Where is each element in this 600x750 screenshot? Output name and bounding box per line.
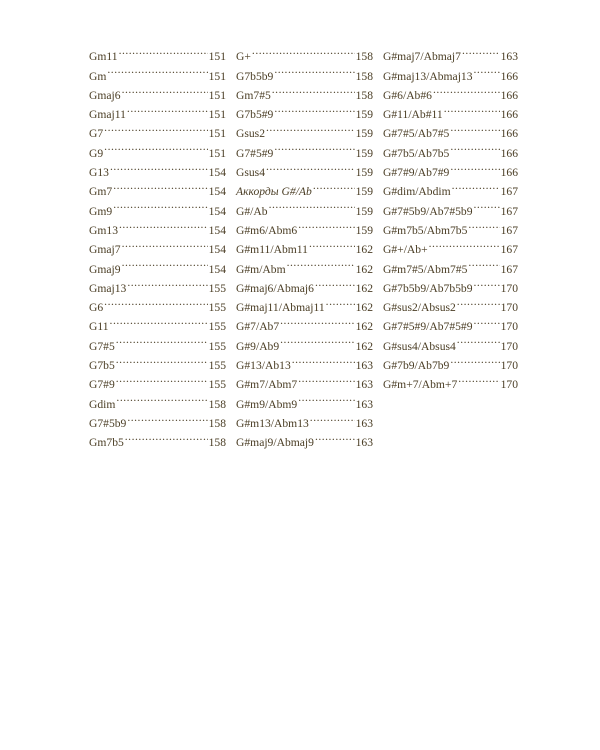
toc-entry-title: Gm7#5: [236, 88, 271, 102]
toc-entry-page-number: 154: [208, 166, 226, 180]
toc-dot-leader: [116, 388, 207, 407]
toc-dot-leader: [287, 253, 355, 272]
toc-entry-page-number: 155: [208, 378, 226, 392]
toc-entry: [89, 80, 226, 102]
toc-entry-page-number: 162: [355, 281, 373, 295]
toc-entry: [89, 311, 226, 334]
toc-dot-leader: [127, 408, 207, 427]
toc-entry-title: G#maj7/Abmaj7: [383, 50, 461, 64]
toc-entry-page-number: 163: [355, 436, 373, 450]
toc-entry-page-number: 170: [500, 339, 518, 353]
toc-dot-leader: [468, 215, 499, 234]
toc-entry-page-number: 170: [500, 320, 518, 334]
toc-dot-leader: [122, 234, 208, 253]
toc-entry-title: G7b5#9: [236, 108, 274, 122]
toc-entry-title: G#maj6/Abmaj6: [236, 281, 314, 295]
toc-dot-leader: [119, 215, 208, 234]
toc-entry-page-number: 151: [208, 88, 226, 102]
toc-entry-title: G#6/Ab#6: [383, 88, 432, 102]
toc-entry-title: Gm7: [89, 185, 113, 199]
toc-entry-title: Gsus4: [236, 166, 265, 180]
toc-entry-page-number: 154: [208, 243, 226, 257]
toc-dot-leader: [298, 215, 354, 234]
toc-entry-page-number: 167: [500, 243, 518, 257]
toc-dot-leader: [107, 60, 207, 79]
toc-entry-title: Gm11: [89, 50, 118, 64]
toc-entry-page-number: 155: [208, 281, 226, 295]
toc-entry-title: G#11/Ab#11: [383, 108, 443, 122]
toc-entry-title: Gm9: [89, 204, 113, 218]
toc-entry-page-number: 162: [355, 262, 373, 276]
toc-entry-page-number: 170: [500, 378, 518, 392]
toc-entry-title: G#sus2/Absus2: [383, 301, 456, 315]
toc-entry-page-number: 166: [500, 88, 518, 102]
toc-dot-leader: [266, 157, 355, 176]
toc-entry-page-number: 166: [500, 166, 518, 180]
toc-entry-title: G#7b9/Ab7b9: [383, 359, 450, 373]
toc-dot-leader: [280, 330, 354, 349]
toc-entry-page-number: 167: [500, 185, 518, 199]
toc-entry-title: G#7b5b9/Ab7b5b9: [383, 281, 473, 295]
toc-entry-page-number: 163: [355, 397, 373, 411]
toc-entry-page-number: 166: [500, 127, 518, 141]
toc-entry-page-number: 151: [208, 108, 226, 122]
toc-entry-page-number: 151: [208, 127, 226, 141]
toc-entry-title: G#m/Abm: [236, 262, 286, 276]
toc-entry-page-number: 159: [355, 108, 373, 122]
toc-dot-leader: [122, 80, 208, 99]
toc-entry-page-number: 154: [208, 204, 226, 218]
toc-entry-page-number: 163: [355, 378, 373, 392]
toc-entry: [89, 157, 226, 180]
toc-entry-page-number: 166: [500, 69, 518, 83]
toc-entry-title: G7#5b9: [89, 416, 127, 430]
toc-entry-page-number: 154: [208, 262, 226, 276]
toc-dot-leader: [458, 369, 499, 388]
toc-entry-title: G#/Ab: [236, 204, 268, 218]
toc-dot-leader: [313, 176, 355, 195]
toc-entry-title: G#7/Ab7: [236, 320, 280, 334]
toc-entry-page-number: 154: [208, 223, 226, 237]
toc-dot-leader: [450, 137, 499, 156]
toc-entry-page-number: 155: [208, 301, 226, 315]
toc-entry-title: G7: [89, 127, 104, 141]
toc-entry: [89, 118, 226, 141]
toc-entry-page-number: 158: [208, 436, 226, 450]
toc-dot-leader: [292, 350, 355, 369]
toc-dot-leader: [266, 118, 355, 137]
toc-entry-title: G#9/Ab9: [236, 339, 280, 353]
toc-dot-leader: [116, 369, 208, 388]
toc-entry-page-number: 167: [500, 204, 518, 218]
toc-dot-leader: [280, 311, 354, 330]
toc-dot-leader: [433, 80, 500, 99]
toc-entry-title: G#m6/Abm6: [236, 223, 298, 237]
toc-entry-page-number: 159: [355, 204, 373, 218]
toc-entry-page-number: 158: [355, 50, 373, 64]
toc-dot-leader: [315, 427, 355, 446]
toc-entry-page-number: 158: [208, 397, 226, 411]
toc-entry-title: Gmaj11: [89, 108, 126, 122]
toc-entry-title: Аккорды G#/Ab: [236, 185, 312, 199]
toc-entry-page-number: 151: [208, 50, 226, 64]
toc-entry-title: Gmaj7: [89, 243, 121, 257]
toc-entry-title: G#13/Ab13: [236, 359, 291, 373]
toc-dot-leader: [110, 157, 208, 176]
toc-entry-page-number: 163: [355, 359, 373, 373]
toc-entry-page-number: 167: [500, 223, 518, 237]
toc-dot-leader: [274, 99, 354, 118]
toc-entry: [89, 60, 226, 83]
toc-entry-page-number: 159: [355, 146, 373, 160]
toc-entry-page-number: 170: [500, 359, 518, 373]
toc-dot-leader: [113, 176, 207, 195]
toc-dot-leader: [315, 273, 355, 292]
toc-dot-leader: [127, 99, 208, 118]
toc-entry-page-number: 166: [500, 108, 518, 122]
toc-entry-title: G#m13/Abm13: [236, 416, 309, 430]
toc-entry-title: G7#9: [89, 378, 115, 392]
toc-dot-leader: [298, 369, 354, 388]
toc-entry-page-number: 155: [208, 359, 226, 373]
toc-dot-leader: [113, 195, 207, 214]
toc-column-1: [89, 41, 226, 450]
toc-entry-page-number: 170: [500, 301, 518, 315]
toc-entry-title: Gmaj9: [89, 262, 121, 276]
toc-entry-title: G#dim/Abdim: [383, 185, 451, 199]
toc-entry: [89, 41, 226, 64]
toc-dot-leader: [468, 253, 499, 272]
toc-dot-leader: [274, 137, 354, 156]
toc-dot-leader: [119, 41, 208, 60]
toc-dot-leader: [274, 60, 354, 79]
toc-dot-leader: [444, 99, 500, 118]
toc-entry: [236, 60, 373, 83]
toc-entry-title: G+: [236, 50, 251, 64]
toc-entry-title: G#sus4/Absus4: [383, 339, 456, 353]
toc-entry: [89, 292, 226, 315]
toc-entry-title: Gdim: [89, 397, 116, 411]
toc-entry-page-number: 166: [500, 146, 518, 160]
toc-entry-title: G9: [89, 146, 104, 160]
toc-entry-title: G7#5: [89, 339, 115, 353]
toc-entry-page-number: 158: [208, 416, 226, 430]
toc-entry-title: G#m11/Abm11: [236, 243, 308, 257]
toc-entry-title: G#maj9/Abmaj9: [236, 436, 314, 450]
toc-entry-title: Gmaj6: [89, 88, 121, 102]
toc-entry-title: G#m7/Abm7: [236, 378, 298, 392]
toc-entry-title: Gsus2: [236, 127, 265, 141]
toc-entry-title: G#m7#5/Abm7#5: [383, 262, 468, 276]
toc-dot-leader: [104, 137, 207, 156]
toc-dot-leader: [110, 311, 208, 330]
toc-entry-page-number: 155: [208, 320, 226, 334]
toc-dot-leader: [474, 60, 500, 79]
toc-entry-page-number: 154: [208, 185, 226, 199]
toc-entry-title: G7#5#9: [236, 146, 274, 160]
toc-dot-leader: [450, 157, 499, 176]
toc-entry-title: G#maj13/Abmaj13: [383, 69, 473, 83]
toc-entry: [89, 137, 226, 160]
toc-entry-title: G11: [89, 320, 109, 334]
toc-entry-title: G#m9/Abm9: [236, 397, 298, 411]
toc-entry-page-number: 159: [355, 166, 373, 180]
toc-entry-page-number: 159: [355, 185, 373, 199]
toc-dot-leader: [252, 41, 355, 60]
toc-entry-page-number: 151: [208, 146, 226, 160]
toc-entry-page-number: 159: [355, 223, 373, 237]
toc-column-3: [383, 41, 518, 392]
toc-dot-leader: [104, 292, 207, 311]
toc-dot-leader: [450, 350, 499, 369]
toc-dot-leader: [116, 350, 208, 369]
toc-dot-leader: [462, 41, 500, 60]
toc-entry-page-number: 163: [355, 416, 373, 430]
toc-entry-title: Gm13: [89, 223, 118, 237]
toc-entry-title: Gmaj13: [89, 281, 127, 295]
toc-dot-leader: [452, 176, 500, 195]
toc-dot-leader: [429, 234, 500, 253]
toc-entry-page-number: 151: [208, 69, 226, 83]
toc-entry-page-number: 162: [355, 243, 373, 257]
toc-entry-page-number: 158: [355, 88, 373, 102]
toc-entry-page-number: 155: [208, 339, 226, 353]
toc-entry-page-number: 162: [355, 339, 373, 353]
toc-entry-title: G#maj11/Abmaj11: [236, 301, 325, 315]
toc-dot-leader: [127, 273, 207, 292]
toc-dot-leader: [269, 195, 355, 214]
toc-dot-leader: [309, 234, 355, 253]
toc-entry-title: G#7#5/Ab7#5: [383, 127, 450, 141]
toc-entry-title: G#7#5#9/Ab7#5#9: [383, 320, 473, 334]
toc-entry-title: G#m7b5/Abm7b5: [383, 223, 468, 237]
toc-entry-page-number: 158: [355, 69, 373, 83]
toc-entry-title: G#+/Ab+: [383, 243, 428, 257]
toc-entry-title: G#7#5b9/Ab7#5b9: [383, 204, 473, 218]
toc-entry: [89, 330, 226, 353]
toc-dot-leader: [116, 330, 208, 349]
toc-dot-leader: [326, 292, 355, 311]
toc-dot-leader: [122, 253, 208, 272]
toc-dot-leader: [125, 427, 208, 446]
toc-entry-title: G7b5b9: [236, 69, 274, 83]
toc-entry-page-number: 167: [500, 262, 518, 276]
toc-dot-leader: [298, 388, 354, 407]
toc-entry-page-number: 170: [500, 281, 518, 295]
toc-entry-page-number: 162: [355, 320, 373, 334]
toc-dot-leader: [310, 408, 355, 427]
toc-entry: [89, 176, 226, 199]
toc-dot-leader: [272, 80, 355, 99]
toc-entry-title: G13: [89, 166, 109, 180]
toc-dot-leader: [474, 195, 500, 214]
toc-entry: [383, 41, 518, 64]
toc-dot-leader: [457, 292, 500, 311]
toc-entry-page-number: 163: [500, 50, 518, 64]
toc-entry-title: G6: [89, 301, 104, 315]
toc-entry-page-number: 159: [355, 127, 373, 141]
toc-entry-title: G#7#9/Ab7#9: [383, 166, 450, 180]
toc-entry-title: G#7b5/Ab7b5: [383, 146, 450, 160]
toc-entry: [236, 41, 373, 64]
toc-dot-leader: [450, 118, 499, 137]
toc-dot-leader: [457, 330, 500, 349]
toc-entry-title: Gm: [89, 69, 107, 83]
toc-entry-title: Gm7b5: [89, 436, 124, 450]
toc-entry-title: G#m+7/Abm+7: [383, 378, 458, 392]
toc-dot-leader: [474, 311, 500, 330]
toc-entry-title: G7b5: [89, 359, 115, 373]
toc-column-2: [236, 41, 373, 450]
toc-entry-page-number: 162: [355, 301, 373, 315]
toc-dot-leader: [474, 273, 500, 292]
toc-dot-leader: [104, 118, 207, 137]
